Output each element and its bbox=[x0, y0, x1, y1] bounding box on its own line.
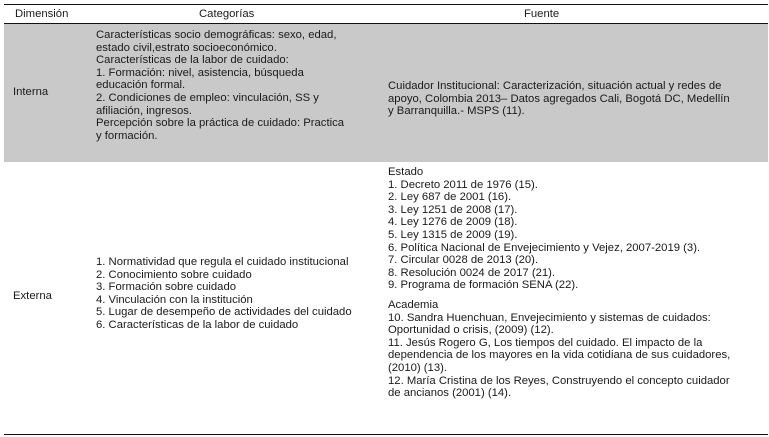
categoria-line: 4. Vinculación con la institución bbox=[96, 293, 253, 306]
categorias-cell bbox=[96, 256, 376, 332]
fuente-academia-line: 11. Jesús Rogero G, Los tiempos del cuidado. El impacto de la bbox=[388, 336, 703, 349]
categoria-line: Características socio demográficas: sexo, edad, bbox=[96, 29, 337, 41]
fuente-estado-line: 9. Programa de formación SENA (22). bbox=[388, 279, 579, 292]
categories-table bbox=[4, 4, 768, 435]
fuente-academia-line: 10. Sandra Huenchuan, Envejecimiento y sistemas de cuidados: bbox=[388, 311, 711, 324]
section-gap bbox=[388, 292, 766, 299]
fuente-estado-line: 4. Ley 1276 de 2009 (18). bbox=[388, 216, 518, 229]
fuente-line: Cuidador Institucional: Caracterización, situación actual y redes de bbox=[388, 80, 722, 92]
categorias-cell bbox=[96, 29, 376, 142]
fuente-academia-line: 12. María Cristina de los Reyes, Construyendo el concepto cuidador bbox=[388, 374, 730, 387]
categoria-line: 2. Condiciones de empleo: vinculación, SS y bbox=[96, 91, 319, 104]
categoria-line: 1. Formación: nivel, asistencia, búsqueda bbox=[96, 66, 304, 79]
categoria-line: 3. Formación sobre cuidado bbox=[96, 281, 237, 294]
categoria-line: 5. Lugar de desempeño de actividades del cuidado bbox=[96, 306, 352, 319]
dimension-cell: Externa bbox=[13, 290, 52, 302]
fuente-academia-line: dependencia de los mayores en la vida cotidiana de sus cuidadores, bbox=[388, 349, 731, 362]
fuente-estado-heading: Estado bbox=[388, 166, 424, 178]
header-categorias: Categorías bbox=[199, 8, 255, 20]
categoria-line: 1. Normatividad que regula el cuidado institucional bbox=[96, 256, 349, 268]
categoria-line: estado civil,estrato socioeconómico. bbox=[96, 41, 277, 54]
fuente-estado-line: 8. Resolución 0024 de 2017 (21). bbox=[388, 266, 556, 279]
fuente-estado-line: 5. Ley 1315 de 2009 (19). bbox=[388, 228, 518, 241]
fuente-academia-line: (2010) (13). bbox=[388, 361, 448, 374]
fuente-academia-line: de ancianos (2001) (14). bbox=[388, 387, 512, 400]
header-dimension: Dimensión bbox=[15, 8, 69, 20]
header-fuente: Fuente bbox=[524, 8, 560, 20]
categoria-line: afiliación, ingresos. bbox=[96, 104, 193, 117]
fuente-estado-line: 1. Decreto 2011 de 1976 (15). bbox=[388, 178, 538, 191]
fuente-estado-line: 6. Política Nacional de Envejecimiento y Vejez, 2007-2019 (3). bbox=[388, 241, 701, 254]
categoria-line: y formación. bbox=[96, 129, 158, 142]
fuente-academia-heading: Academia bbox=[388, 298, 439, 311]
categoria-line: 6. Características de la labor de cuidado bbox=[96, 318, 299, 331]
categoria-line: Percepción sobre la práctica de cuidado: Practica bbox=[96, 117, 345, 130]
fuente-estado-line: 7. Circular 0028 de 2013 (20). bbox=[388, 254, 539, 267]
fuente-line: y Barranquilla.- MSPS (11). bbox=[388, 105, 525, 118]
table-row-interna bbox=[4, 24, 768, 162]
categoria-line: educación formal. bbox=[96, 79, 186, 92]
fuente-estado-line: 2. Ley 687 de 2001 (16). bbox=[388, 191, 512, 204]
fuente-cell bbox=[388, 80, 766, 118]
dimension-cell: Interna bbox=[13, 86, 49, 98]
table-row-externa bbox=[4, 164, 768, 434]
categoria-line: Características de la labor de cuidado: bbox=[96, 54, 289, 67]
fuente-line: apoyo, Colombia 2013– Datos agregados Cali, Bogotá DC, Medellín bbox=[388, 92, 730, 105]
fuente-cell bbox=[388, 166, 766, 400]
table-header bbox=[4, 5, 768, 24]
fuente-estado-line: 3. Ley 1251 de 2008 (17). bbox=[388, 203, 518, 216]
fuente-academia-line: Oportunidad o crisis, (2009) (12). bbox=[388, 324, 554, 337]
categoria-line: 2. Conocimiento sobre cuidado bbox=[96, 268, 252, 281]
